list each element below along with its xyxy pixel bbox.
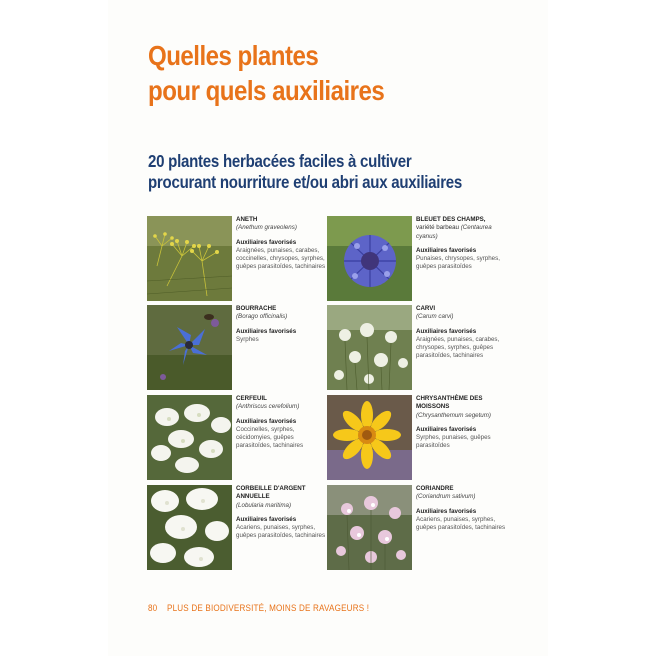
auxiliaires-list: Acariens, punaises, syrphes, guêpes parasitoïdes, tachinaires <box>416 515 506 532</box>
corn-marigold-photo <box>327 395 412 480</box>
auxiliaires-label: Auxiliaires favorisés <box>236 515 297 523</box>
plant-latin-name: (Borago officinalis) <box>236 313 288 321</box>
dill-photo <box>147 216 232 301</box>
subtitle-line-2: procurant nourriture et/ou abri aux auxiliaires <box>148 172 463 192</box>
plant-latin-name: (Coriandrum sativum) <box>416 493 476 501</box>
plant-name: ANETH <box>236 216 258 223</box>
auxiliaires-label: Auxiliaires favorisés <box>236 238 297 246</box>
plant-latin-name: (Lobularia maritima) <box>236 501 292 509</box>
subtitle-line-1: 20 plantes herbacées faciles à cultiver <box>148 151 412 171</box>
sweet-alyssum-photo <box>147 485 232 570</box>
footer-text: PLUS DE BIODIVERSITÉ, MOINS DE RAVAGEURS ! <box>167 603 370 613</box>
page-footer <box>148 603 369 613</box>
auxiliaires-list: Coccinelles, syrphes, cécidomyies, guêpes parasitoïdes, tachinaires <box>236 425 304 450</box>
auxiliaires-list: Araignées, punaises, carabes, chrysopes, syrphes, guêpes parasitoïdes, tachinaires <box>416 335 500 360</box>
title-line-2: pour quels auxiliaires <box>148 75 385 106</box>
page-title <box>148 38 475 108</box>
plant-name: CHRYSANTHÈME DES MOISSONS <box>416 395 483 411</box>
auxiliaires-list: Araignées, punaises, carabes, coccinelles, chrysopes, syrphes, guêpes parasitoïdes, tachinaires <box>236 246 326 271</box>
plant-card-chrysantheme <box>327 395 495 481</box>
title-line-1: Quelles plantes <box>148 40 319 71</box>
auxiliaires-label: Auxiliaires favorisés <box>236 327 297 335</box>
plant-variety: variété barbeau <box>416 224 461 232</box>
coriander-photo <box>327 485 412 570</box>
auxiliaires-label: Auxiliaires favorisés <box>236 417 297 425</box>
page-number: 80 <box>148 603 158 613</box>
plant-card-bleuet <box>327 216 500 302</box>
auxiliaires-label: Auxiliaires favorisés <box>416 327 477 335</box>
borage-photo <box>147 305 232 390</box>
plant-card-carvi <box>327 305 500 391</box>
plant-card-cerfeuil <box>147 395 315 481</box>
auxiliaires-label: Auxiliaires favorisés <box>416 507 477 515</box>
plant-name: BLEUET DES CHAMPS, <box>416 216 486 223</box>
plant-name: CORBEILLE D'ARGENT ANNUELLE <box>236 485 306 501</box>
auxiliaires-list: Syrphes <box>236 335 259 343</box>
auxiliaires-list: Acariens, punaises, syrphes, guêpes parasitoïdes, tachinaires <box>236 524 326 540</box>
auxiliaires-list: Syrphes, punaises, guêpes parasitoïdes <box>416 434 491 450</box>
plant-name: CERFEUIL <box>236 395 267 402</box>
plant-latin-name: (Carum carvi) <box>416 313 454 321</box>
plant-latin-name: (Chrysanthemum segetum) <box>416 411 491 419</box>
auxiliaires-label: Auxiliaires favorisés <box>416 246 477 254</box>
plant-card-corbeille <box>147 485 326 571</box>
plant-latin-name: (Centaurea cyanus) <box>416 224 492 240</box>
caraway-photo <box>327 305 412 390</box>
chervil-photo <box>147 395 232 480</box>
plant-latin-name: (Anthriscus cerefolium) <box>236 403 300 411</box>
cornflower-photo <box>327 216 412 301</box>
plant-card-aneth <box>147 216 326 302</box>
auxiliaires-list: Punaises, chrysopes, syrphes, guêpes parasitoïdes <box>416 255 500 271</box>
page-subtitle <box>148 151 492 193</box>
plant-latin-name: (Anethum graveolens) <box>236 224 297 232</box>
auxiliaires-label: Auxiliaires favorisés <box>416 425 477 433</box>
plant-card-coriandre <box>327 485 506 571</box>
plant-name: BOURRACHE <box>236 305 277 312</box>
plant-name: CORIANDRE <box>416 485 454 492</box>
plant-card-bourrache <box>147 305 315 391</box>
plant-name: CARVI <box>416 305 436 312</box>
